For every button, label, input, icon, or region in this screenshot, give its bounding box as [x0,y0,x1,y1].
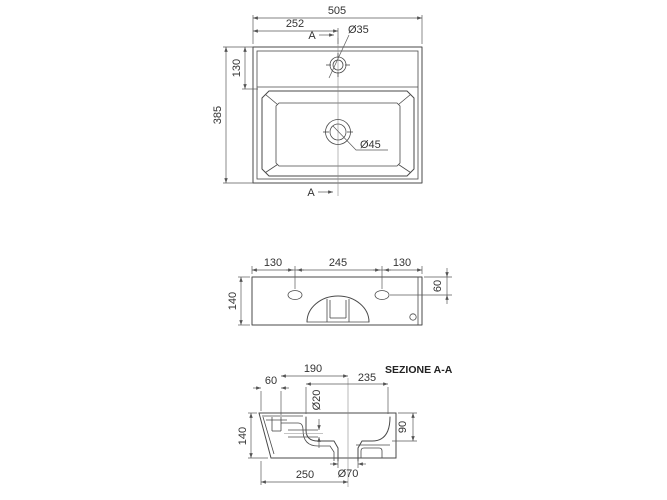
front-fixing-hole-left [288,291,302,300]
dim-deck-depth-label: 130 [231,58,243,78]
section-title: SEZIONE A-A [385,364,453,376]
dim-right-hole-label: 130 [392,257,412,269]
plan-basin-corner-line [266,95,278,105]
dim-hole-drop-label: 60 [432,279,444,293]
front-view [227,257,452,325]
dim-back-ledge-label: 60 [264,375,278,387]
dim-tap-center-label: 252 [285,18,305,30]
dim-bowl-width-label: 235 [357,372,377,384]
dim-left-hole-label: 130 [263,257,283,269]
dim-drain-dia-label: Ø70 [337,468,359,480]
tap-hole-leader [329,35,349,78]
dim-overflow-hole-label: Ø20 [311,389,323,411]
section-view [237,363,453,487]
dim-drain-hole-label: Ø45 [360,139,381,151]
dim-overall-depth-label: 385 [212,105,224,125]
plan-basin-corner-line [399,95,411,105]
dim-center-span-label: 245 [328,257,348,269]
dim-bowl-depth-label: 90 [397,420,409,434]
plan-basin-corner-line [266,165,278,173]
front-drain-dome [307,296,369,322]
front-drain-plug-hole [410,314,416,320]
front-fixing-hole-right [375,291,389,300]
dim-section-height-label: 140 [237,426,249,446]
plan-outer-rim [253,47,422,183]
dim-tap-hole-label: Ø35 [348,24,369,36]
section-marker-bottom-label: A [307,187,315,199]
section-marker-top-label: A [308,30,316,42]
plan-view [212,5,422,199]
dim-front-height-label: 140 [227,291,239,311]
dim-overall-width-label: 505 [327,5,347,17]
dim-left-span-label: 190 [303,363,323,375]
plan-basin-corner-line [399,165,411,173]
dim-drain-center-label: 250 [295,469,315,481]
section-outline [259,413,396,461]
